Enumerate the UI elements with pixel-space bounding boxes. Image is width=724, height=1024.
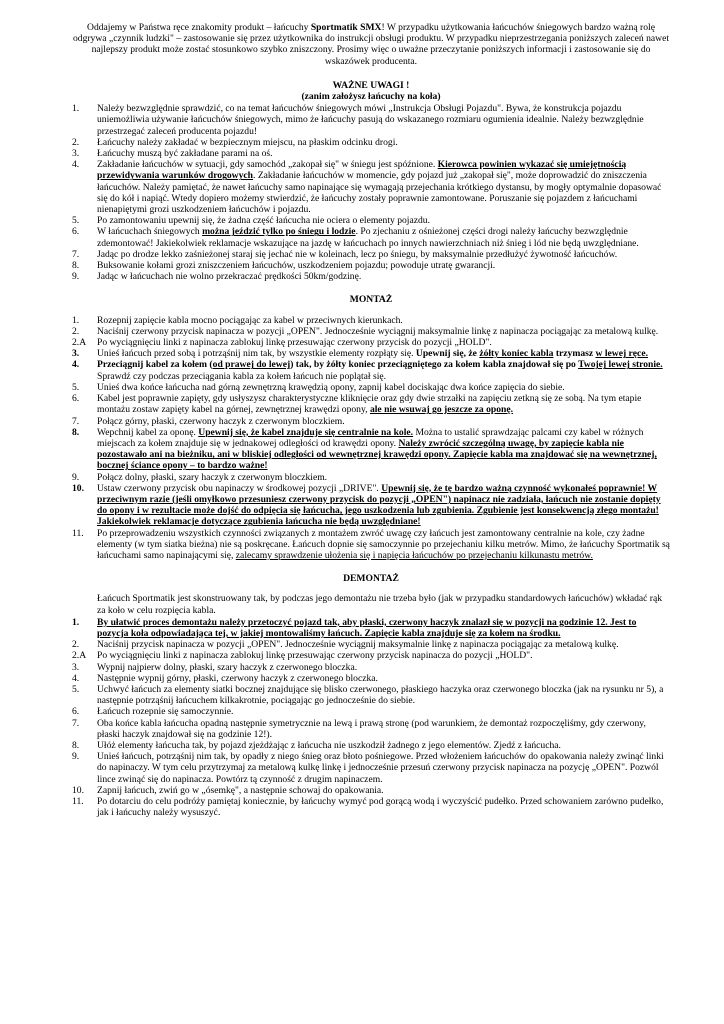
section-title-demontaz: DEMONTAŻ [343,573,399,585]
text-segment: Upewnij się, że tę bardzo ważną czynność wykonałeś poprawnie! W przeciwnym razie (jeśli omyłkowo przesuniesz czerwony przycisk do pozycji „OPEN") napinacz nie zadziała, łańcuch nie zostanie dopięty do opony i w rezultacie może dojść do odpięcia się łańcucha, jego uszkodzenia lub zgubienia. Zgubienie jest konsekwencją złego montażu! Jakiekolwiek reklamacje dotyczące zgubienia łańcucha nie będą uwzględniane! [97,482,661,528]
list-item [72,684,670,706]
list-item [72,271,670,282]
list-demontaz [72,617,670,819]
text-segment: Ustaw czerwony przycisk obu napinaczy w środkowej pozycji „DRIVE". [97,482,382,494]
item-number: 7. [72,248,80,260]
list-item [72,718,670,740]
text-segment: Sportmatik SMX [310,22,382,33]
text-segment: Naciśnij czerwony przycisk napinacza w pozycji „OPEN". Jednocześnie wyciągnij maksymalnie linkę z napinacza pociągając za metalową kulkę. [97,325,659,337]
text-segment: . Po zjechaniu z ośnieżonej części drogi należy łańcuchy bezwzględnie zdemontować! Jakiekolwiek reklamacje wskazujące na jazdę w łańcuchach po innych nawierzchniach niż śnieg i lód nie będą uwzględniane. [97,226,639,249]
text-segment: Wypnij najpierw dolny, płaski, szary haczyk z czerwonego bloczka. [97,661,358,673]
text-segment: Po przeprowadzeniu wszystkich czynności związanych z montażem zwróć uwagę czy łańcuch jest zamontowany centralnie na kole, czy żadne elementy (w tym siatka bieżna) nie są poskręcane. Łańcuch dopnie się samoczynnie po przejechaniu kilku metrów. Mimo, że łańcuchy Sportmatik są łańcuchami samo napinającymi się, [97,527,670,561]
item-number: 3. [72,148,80,160]
item-number: 10. [72,784,84,796]
text-segment: Buksowanie kołami grozi zniszczeniem łańcuchów, uszkodzeniem pojazdu; powoduje utratę gwarancji. [97,260,496,272]
text-segment: Następnie wypnij górny, płaski, czerwony haczyk z czerwonego bloczka. [97,672,378,684]
list-item [72,673,670,684]
text-segment: od prawej do lewej [212,359,291,371]
item-number: 11. [72,796,84,807]
text-segment: Jadąc po drodze lekko zaśnieżonej staraj się jechać nie w koleinach, lecz po śniegu, by maksymalnie przedłużyć żywotność łańcuchów. [97,248,618,260]
text-segment: Po zamontowaniu upewnij się, że żadna część łańcucha nie ociera o elementy pojazdu. [97,215,430,227]
list-item [72,785,670,796]
list-item [72,650,670,661]
list-item [72,528,670,562]
section-subtitle-wazne-uwagi: (zanim założysz łańcuchy na koła) [301,91,441,103]
text-segment: Zapnij łańcuch, zwiń go w „ósemkę", a następnie schowaj do opakowania. [97,784,384,796]
text-segment: Unieś łańcuch przed sobą i potrząśnij nim tak, by wszystkie elementy rozpłąty się. [97,348,416,360]
list-montaz [72,315,670,561]
text-segment: Zakładanie łańcuchów w sytuacji, gdy samochód „zakopał się" w śniegu jest spóźnione. [97,159,438,171]
text-segment: By ułatwić proces demontażu należy przetoczyć pojazd tak, aby płaski, czerwony haczyk znalazł się w pozycji na godzinie 12. Jest to pozycja koła odpowiadająca tej, w jakiej montowaliśmy łańcuch. Zapięcie kabla znajduje się za kołem na środku. [97,616,637,639]
text-segment: Po wyciągnięciu linki z napinacza zablokuj linkę przesuwając czerwony przycisk napinacza do pozycji „HOLD". [97,650,533,662]
item-number: 1. [72,616,80,628]
list-item [72,337,670,348]
item-number: 8. [72,426,80,438]
item-number: 2. [72,639,80,651]
list-item [72,427,670,472]
section-title-montaz: MONTAŻ [349,294,393,306]
text-segment: Połącz dolny, płaski, szary haczyk z czerwonym bloczkiem. [97,471,328,483]
text-segment: żółty koniec kabla [479,348,554,360]
item-number: 2. [72,325,80,337]
text-segment: Po dotarciu do celu podróży pamiętaj koniecznie, by łańcuchy wymyć pod gorącą wodą i wyczyścić pudełko. Przed schowaniem zarówno pudełko, jak i łańcuchy należy wysuszyć. [97,796,664,819]
list-item [72,751,670,785]
list-item [72,382,670,393]
list-item [72,326,670,337]
item-number: 5. [72,683,80,695]
text-segment: można jeździć tylko po śniegu i lodzie [202,226,356,238]
text-segment: Sprawdź czy podczas przeciągania kabla za kołem łańcuch nie poplątał się. [97,370,387,382]
item-number: 6. [72,393,80,405]
item-number: 2. [72,136,80,148]
text-segment: Łańcuchy muszą być zakładane parami na oś. [97,148,273,160]
list-item [72,617,670,639]
list-item [72,137,670,148]
text-segment: ! W przypadku użytkowania łańcuchów śniegowych bardzo ważną rolę odgrywa „czynnik ludzki" – zastosowanie się przez użytkownika do instrukcji obsługi produktu. W przypadku nieprzestrzegania poniższych zaleceń nawet najlepszy produkt może zostać stosunkowo szybko zniszczony. Prosimy więc o uważne przeczytanie poniższych informacji i zastosowanie się do wskazówek producenta. [72,22,670,67]
item-number: 5. [72,381,80,393]
list-wazne-uwagi [72,103,670,282]
list-item [72,148,670,159]
list-item [72,416,670,427]
text-segment: Upewnij się, że kabel znajduje się centralnie na kole. [198,426,414,438]
text-segment: Uchwyć łańcuch za elementy siatki bocznej znajdujące się blisko czerwonego, płaskiego haczyka oraz czerwonego bloczka (jak na rysunku nr 5), a następnie potrząśnij łańcuchem kilkakrotnie, pociągając go jednocześnie do siebie. [97,683,664,707]
list-item [72,103,670,137]
text-segment: ) tak, by żółty koniec przeciągniętego za kołem kabla znajdował się po [290,359,579,371]
text-segment: Kierowca powinien wykazać się umiejętnością przewidywania warunków drogowych [97,159,627,182]
list-item [72,348,670,359]
text-segment: Połącz górny, płaski, czerwony haczyk z czerwonym bloczkiem. [97,415,345,427]
item-number: 9. [72,751,80,763]
item-number: 7. [72,717,80,729]
list-item [72,226,670,248]
text-segment: Po wyciągnięciu linki z napinacza zablokuj linkę przesuwając czerwony przycisk do pozycji „HOLD". [97,337,492,349]
text-segment: Upewnij się, że [415,348,480,360]
text-segment: Można to ustalić sprawdzając palcami czy kabel w różnych miejscach za kołem znajduje się w jednakowej odległości od krawędzi opony. [97,426,644,449]
item-number: 7. [72,415,80,427]
list-item [72,159,670,215]
item-number: 4. [72,159,80,171]
text-segment: Ułóż elementy łańcucha tak, by pojazd zjeżdżając z łańcucha nie uszkodził żadnego z jego elementów. Zjedź z łańcucha. [97,739,561,751]
text-segment: Oddajemy w Państwa ręce znakomity produkt – łańcuchy [87,22,311,33]
list-item [72,215,670,226]
text-segment: ale nie wsuwaj go jeszcze za oponę. [369,404,514,416]
text-segment: Unieś dwa końce łańcucha nad górną zewnętrzną krawędzią opony, zapnij kabel dociskając dwa końce zapięcia do siebie. [97,381,565,393]
list-item [72,662,670,673]
list-item [72,472,670,483]
item-number: 6. [72,706,80,718]
list-item [72,249,670,260]
text-segment: W łańcuchach śniegowych [97,226,203,238]
section-title-wazne-uwagi: WAŻNE UWAGI ! [332,79,410,91]
text-segment: Należy bezwzględnie sprawdzić, co na temat łańcuchów śniegowych mówi „Instrukcja Obsługi Pojazdu". Bywa, że konstrukcja pojazdu uniemożliwia używanie łańcuchów śniegowych, mimo że łańcuchy pasują do wskazanego rozmiaru ogumienia idealnie. Należy bezwzględnie przestrzegać zaleceń producenta pojazdu! [97,103,644,137]
item-number: 2.A [72,337,87,349]
text-segment: Twojej lewej stronie. [578,359,663,371]
item-number: 3. [72,661,80,673]
intro-paragraph [72,22,670,67]
item-number: 8. [72,260,80,272]
demontaz-intro: Łańcuch Sportmatik jest skonstruowany tak, by podczas jego demontażu nie trzeba było (jak w przypadku standardowych łańcuchów) wkładać rąk za koło w celu rozpięcia kabla. [97,593,663,616]
item-number: 10. [72,482,84,494]
text-segment: zalecamy sprawdzenie ułożenia się i napięcia łańcuchów po przejechaniu kilkunastu metrów. [235,549,593,561]
item-number: 9. [72,471,80,483]
item-number: 5. [72,215,80,227]
list-item [72,639,670,650]
text-segment: Przeciągnij kabel za kołem ( [97,359,213,371]
text-segment: Rozepnij zapięcie kabla mocno pociągając za kabel w przeciwnych kierunkach. [97,314,403,326]
text-segment: Należy zwrócić szczególną uwagę, by zapięcie kabla nie pozostawało ani na bieżniku, ani w bliskiej odległości od wewnętrznej krawędzi opony. Zapięcie kabla ma znajdować się na wewnętrznej, bocznej ściance opony – to bardzo ważne! [97,437,657,472]
item-number: 1. [72,103,80,115]
item-number: 1. [72,314,80,326]
list-item [72,796,670,818]
text-segment: Łańcuchy należy zakładać w bezpiecznym miejscu, na płaskim odcinku drogi. [97,136,398,148]
item-number: 3. [72,348,80,360]
list-item [72,393,670,415]
list-item [72,315,670,326]
text-segment: Łańcuch rozepnie się samoczynnie. [97,706,234,718]
item-number: 6. [72,226,80,238]
item-number: 11. [72,527,84,539]
text-segment: Jadąc w łańcuchach nie wolno przekraczać prędkości 50km/godzinę. [97,271,362,283]
text-segment: Unieś łańcuch, potrząśnij nim tak, by opadły z niego śnieg oraz błoto pośniegowe. Przed włożeniem łańcuchów do opakowania należy zwinąć linki do napinaczy. W tym celu przytrzymaj za metalową kulkę linkę i jednocześnie przesuń czerwony przycisk napinacza na pozycję „OPEN". Pozwól lince zwinąć się do napinacza. Powtórz tą czynność z drugim napinaczem. [97,751,664,785]
item-number: 2.A [72,650,87,662]
item-number: 4. [72,672,80,684]
list-item [72,260,670,271]
text-segment: Kabel jest poprawnie zapięty, gdy usłyszysz charakterystyczne kliknięcie oraz gdy dwie strzałki na zapięciu zetkną się ze sobą. Na tym etapie montażu zostaw zapięty kabel na górnej, zewnętrznej krawędzi opony, [97,393,642,416]
list-item [72,483,670,528]
list-item [72,706,670,717]
text-segment: Oba końce kabla łańcucha opadną następnie symetrycznie na lewą i prawą stronę (pod warunkiem, że demontaż rozpoczęliśmy, gdy czerwony, płaski haczyk znajdował się na godzinie 12!). [97,717,646,740]
text-segment: w lewej ręce. [595,348,648,360]
item-number: 8. [72,739,80,751]
instruction-document [72,22,670,818]
list-item [72,359,670,381]
text-segment: trzymasz [553,348,596,360]
text-segment: Naciśnij przycisk napinacza w pozycji „OPEN". Jednocześnie wyciągnij maksymalnie linkę z napinacza pociągając za metalową kulkę. [97,639,619,651]
text-segment: . Zakładanie łańcuchów w momencie, gdy pojazd już „zakopał się", może doprowadzić do zniszczenia łańcuchów. Należy pamiętać, że nawet łańcuchy samo napinające się wymagają przejechania krótkiego dystansu, by mogły optymalnie dopasować się do kół i napiąć. Wtedy dopiero możemy stwierdzić, że łańcuchy zostały poprawnie zamontowane. Poruszanie się pojazdem z łańcuchami nienapiętymi grozi uszkodzeniem łańcuchów i pojazdu. [97,170,662,216]
intro-text [72,22,670,67]
item-number: 9. [72,271,80,283]
text-segment: Wepchnij kabel za oponę. [97,426,199,438]
item-number: 4. [72,359,80,371]
list-item [72,740,670,751]
